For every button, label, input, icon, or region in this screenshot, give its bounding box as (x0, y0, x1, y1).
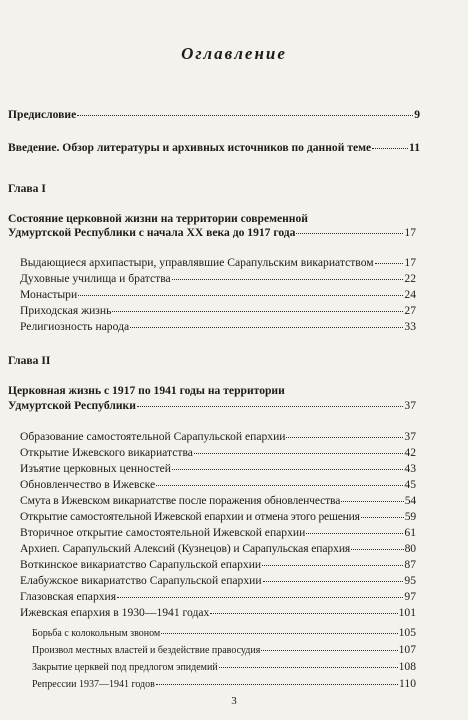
entry-text: Борьба с колокольным звоном (32, 628, 161, 639)
leader-dots (137, 405, 404, 407)
toc-entry-preface[interactable] (8, 108, 420, 122)
leader-dots (130, 326, 403, 328)
entry-page: 110 (399, 677, 416, 690)
chapter-2-heading: Глава II (8, 354, 51, 367)
entry-page: 59 (404, 510, 416, 523)
entry-text: Ижевская епархия в 1930—1941 годах (20, 606, 210, 619)
entry-page: 43 (404, 462, 416, 475)
toc-item[interactable] (20, 462, 416, 476)
leader-dots (161, 632, 397, 634)
toc-item[interactable] (20, 320, 416, 334)
entry-page: 9 (414, 108, 420, 121)
entry-text: Открытие Ижевского викариатства (20, 446, 193, 459)
leader-dots (262, 564, 403, 566)
page-number: 3 (231, 695, 237, 707)
toc-subitem[interactable] (32, 660, 416, 675)
chapter-2-title-line2[interactable] (8, 399, 416, 413)
toc-item[interactable] (20, 574, 416, 588)
toc-item[interactable] (20, 446, 416, 460)
entry-text: Смута в Ижевском викариатстве после поражения обновленчества (20, 494, 341, 507)
chapter-1-title-line2[interactable] (8, 226, 416, 240)
entry-text: Монастыри (20, 288, 78, 301)
entry-text: Предисловие (8, 108, 77, 121)
entry-page: 45 (404, 478, 416, 491)
leader-dots (172, 468, 403, 470)
leader-dots (306, 532, 403, 534)
entry-text: Обновленчество в Ижевске (20, 478, 156, 491)
entry-text: Репрессии 1937—1941 годов (32, 679, 155, 690)
entry-page: 95 (404, 574, 416, 587)
entry-text: Удмуртской Республики с начала XX века до 1917 года (8, 226, 296, 239)
toc-item[interactable] (20, 542, 416, 556)
chapter-2-title-line1: Церковная жизнь с 1917 по 1941 годы на территории (8, 384, 285, 397)
toc-item[interactable] (20, 510, 416, 524)
entry-page: 17 (404, 226, 416, 239)
entry-text: Изъятие церковных ценностей (20, 462, 171, 475)
entry-text: Приходская жизнь (20, 304, 112, 317)
page-title: Оглавление (181, 44, 287, 63)
leader-dots (112, 310, 403, 312)
entry-page: 42 (404, 446, 416, 459)
entry-text: Удмуртской Республики (8, 399, 136, 412)
toc-item[interactable] (20, 430, 416, 444)
entry-text: Духовные училища и братства (20, 272, 171, 285)
chapter-1-title-line1: Состояние церковной жизни на территории современной (8, 212, 308, 225)
entry-text: Закрытие церквей под предлогом эпидемий (32, 662, 218, 673)
entry-page: 17 (404, 256, 416, 269)
leader-dots (375, 262, 404, 264)
toc-item[interactable] (20, 526, 416, 540)
chapter-1-heading: Глава I (8, 182, 46, 195)
leader-dots (263, 580, 404, 582)
entry-text: Открытие самостоятельной Ижевской епархии и отмена этого решения (20, 510, 360, 523)
leader-dots (372, 147, 408, 149)
entry-text: Глазовская епархия (20, 590, 117, 603)
entry-page: 61 (404, 526, 416, 539)
entry-page: 22 (404, 272, 416, 285)
leader-dots (296, 232, 403, 234)
entry-page: 37 (404, 430, 416, 443)
leader-dots (117, 596, 403, 598)
leader-dots (77, 114, 413, 116)
leader-dots (78, 294, 403, 296)
leader-dots (156, 484, 403, 486)
leader-dots (286, 436, 403, 438)
toc-item[interactable] (20, 256, 416, 270)
entry-text: Религиозность народа (20, 320, 130, 333)
entry-page: 27 (404, 304, 416, 317)
toc-subitem[interactable] (32, 677, 416, 692)
toc-item[interactable] (20, 590, 416, 604)
leader-dots (351, 548, 403, 550)
entry-page: 105 (398, 626, 416, 639)
entry-page: 54 (404, 494, 416, 507)
entry-text: Произвол местных властей и бездействие правосудия (32, 645, 261, 656)
entry-page: 97 (404, 590, 416, 603)
toc-item[interactable] (20, 558, 416, 572)
leader-dots (156, 683, 398, 685)
toc-item[interactable] (20, 478, 416, 492)
entry-page: 80 (404, 542, 416, 555)
toc-item[interactable] (20, 606, 416, 620)
entry-page: 37 (404, 399, 416, 412)
leader-dots (194, 452, 403, 454)
toc-item[interactable] (20, 494, 416, 508)
toc-subitem[interactable] (32, 626, 416, 641)
toc-item[interactable] (20, 288, 416, 302)
entry-text: Воткинское викариатство Сарапульской епархии (20, 558, 262, 571)
leader-dots (210, 612, 397, 614)
entry-text: Образование самостоятельной Сарапульской епархии (20, 430, 286, 443)
entry-text: Вторичное открытие самостоятельной Ижевской епархии (20, 526, 306, 539)
entry-page: 101 (398, 606, 416, 619)
entry-page: 87 (404, 558, 416, 571)
leader-dots (261, 649, 397, 651)
entry-page: 33 (404, 320, 416, 333)
leader-dots (361, 516, 404, 518)
toc-subitem[interactable] (32, 643, 416, 658)
entry-page: 11 (409, 141, 420, 154)
entry-text: Архиеп. Сарапульский Алексий (Кузнецов) и Сарапульская епархия (20, 542, 351, 555)
entry-page: 108 (398, 660, 416, 673)
toc-entry-introduction[interactable] (8, 141, 420, 155)
entry-text: Выдающиеся архипастыри, управлявшие Сарапульским викариатством (20, 256, 374, 269)
leader-dots (172, 278, 404, 280)
toc-item[interactable] (20, 272, 416, 286)
entry-page: 107 (398, 643, 416, 656)
leader-dots (219, 666, 398, 668)
leader-dots (341, 500, 403, 502)
toc-item[interactable] (20, 304, 416, 318)
entry-page: 24 (404, 288, 416, 301)
entry-text: Введение. Обзор литературы и архивных источников по данной теме (8, 141, 372, 154)
entry-text: Елабужское викариатство Сарапульской епархии (20, 574, 262, 587)
